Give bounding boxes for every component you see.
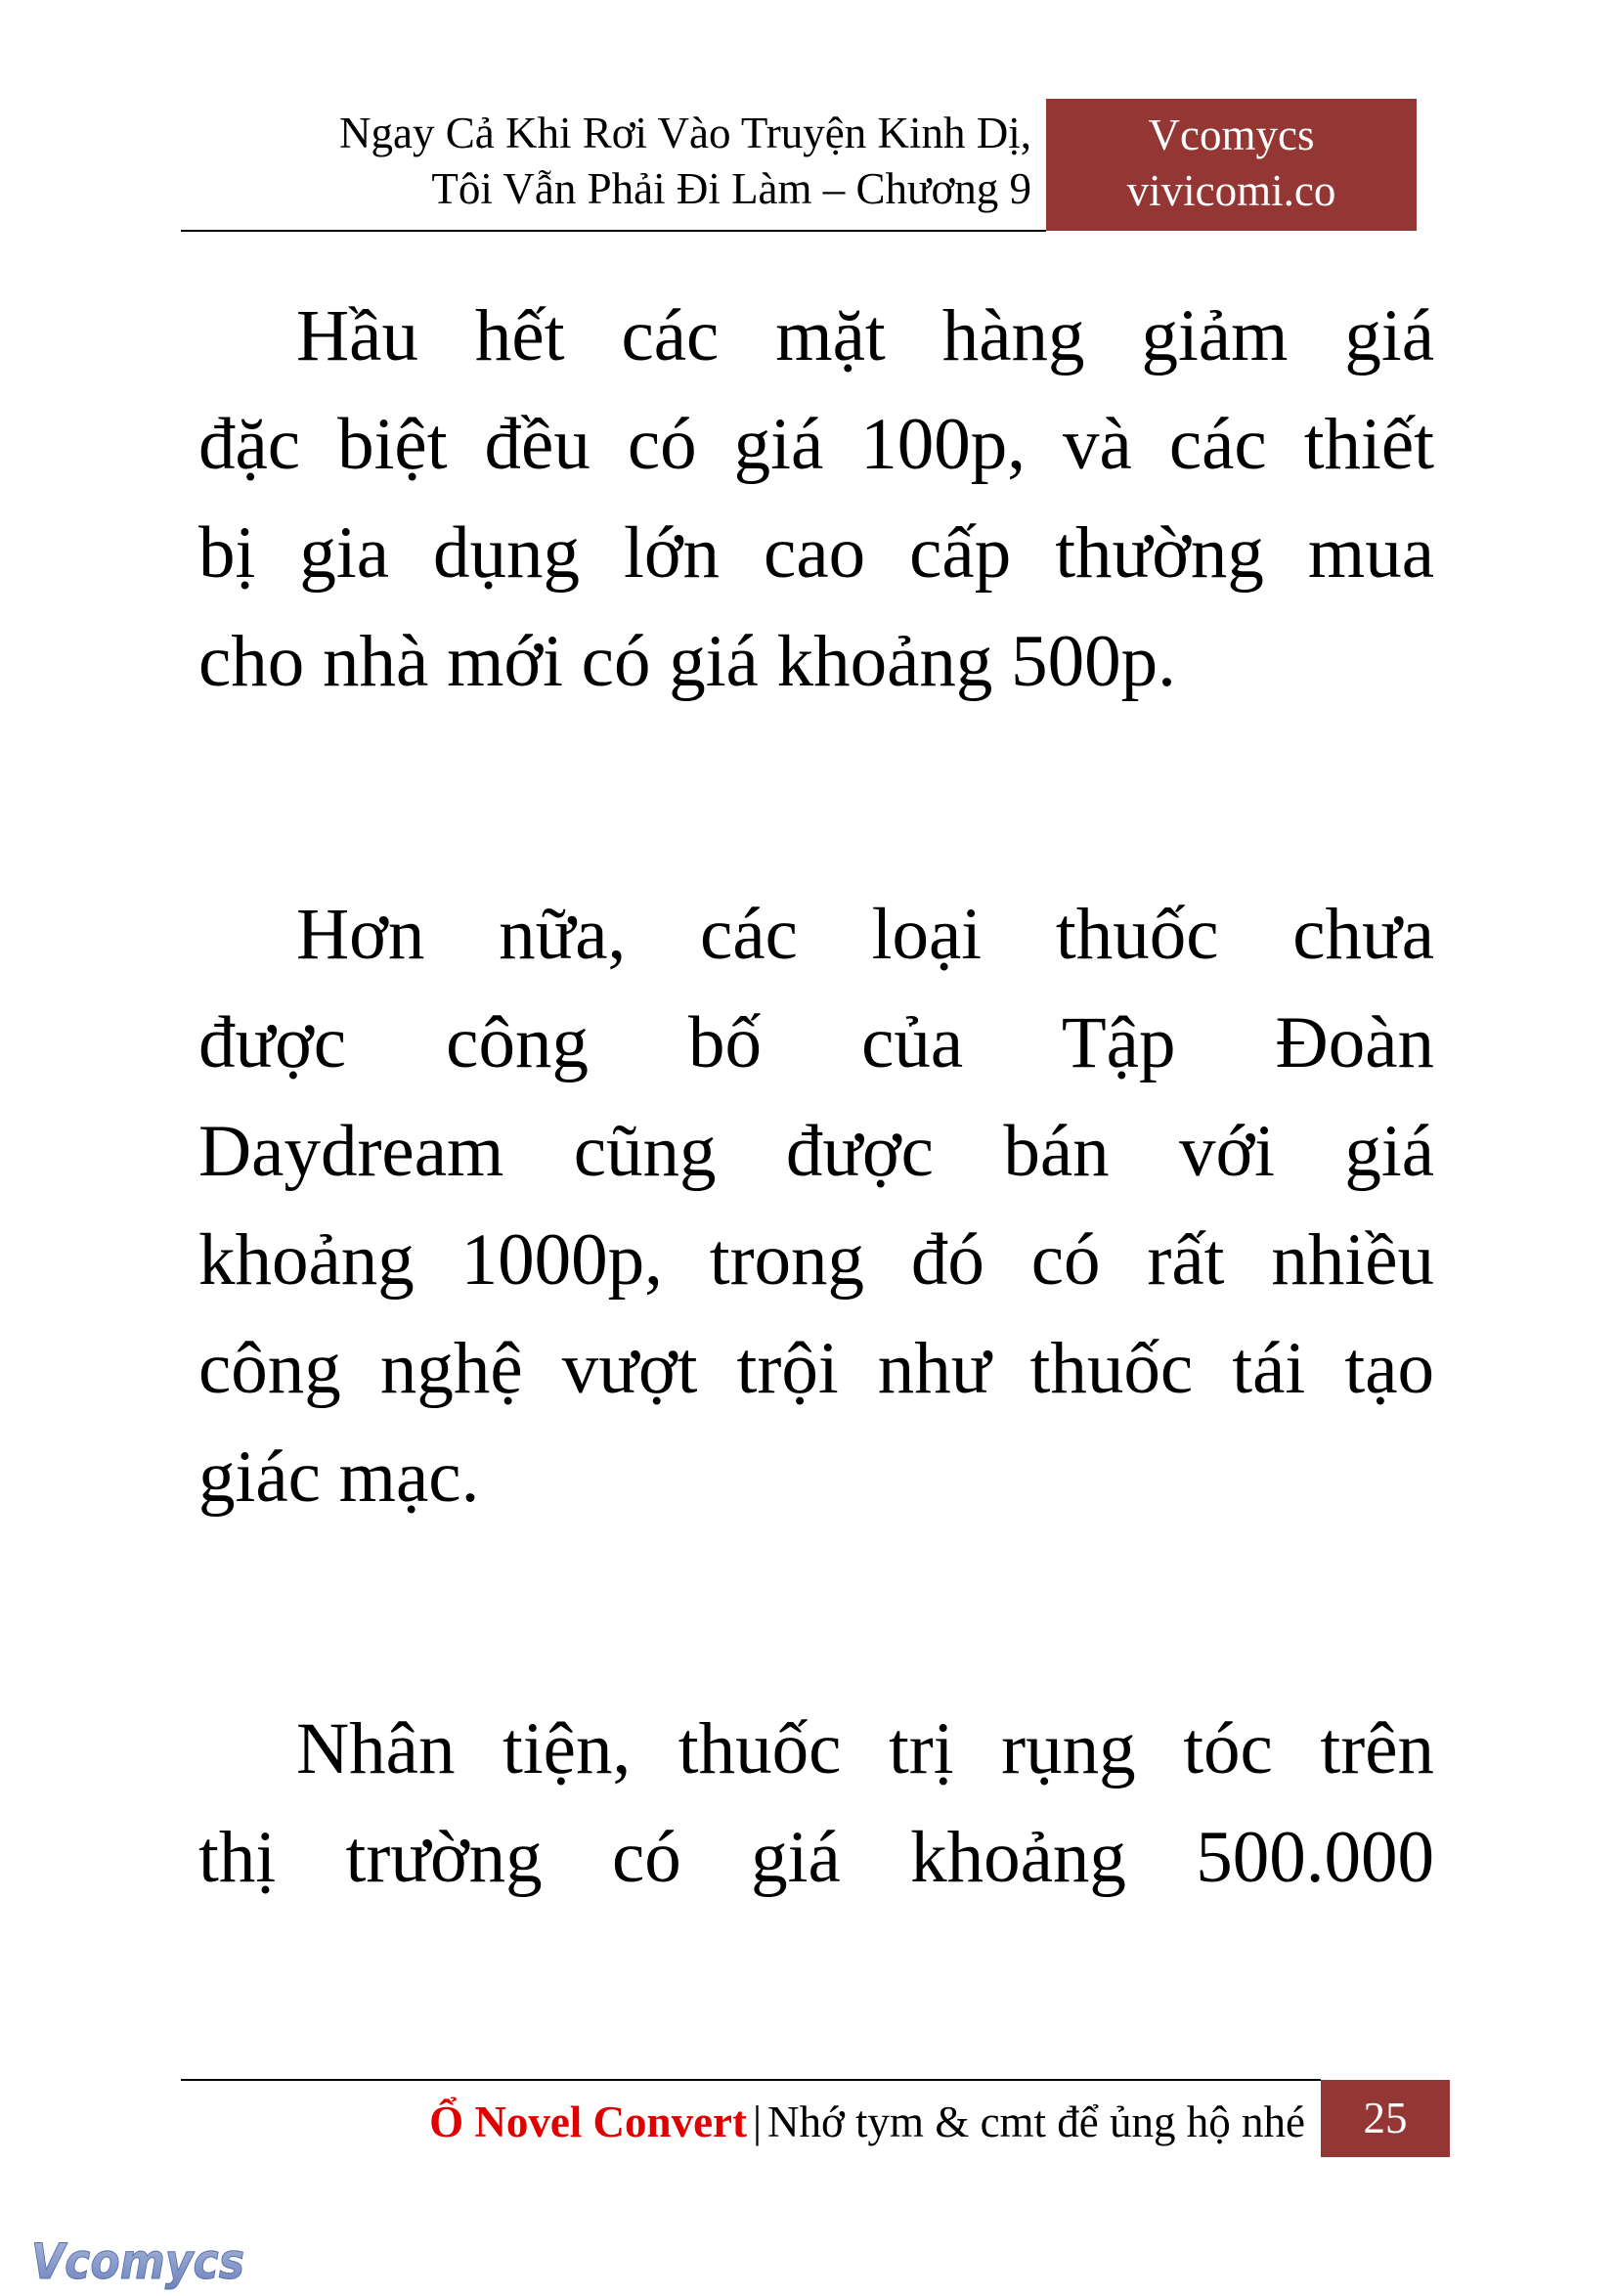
footer-message: Nhớ tym & cmt để ủng hộ nhé bbox=[767, 2097, 1305, 2146]
text-line: đặc biệt đều có giá 100p, và các thiết bbox=[198, 404, 1434, 485]
header-divider bbox=[181, 230, 1046, 232]
paragraph-2 bbox=[198, 880, 1434, 1531]
chapter-title-line-2: Tôi Vẫn Phải Đi Làm – Chương 9 bbox=[431, 164, 1031, 213]
footer-separator: | bbox=[753, 2097, 763, 2146]
text-line: cho nhà mới có giá khoảng 500p. bbox=[198, 621, 1176, 702]
text-line: bị gia dụng lớn cao cấp thường mua bbox=[198, 512, 1434, 594]
paragraph-1 bbox=[198, 282, 1434, 716]
text-line: công nghệ vượt trội như thuốc tái tạo bbox=[198, 1328, 1434, 1409]
text-line: Hầu hết các mặt hàng giảm giá bbox=[296, 295, 1434, 376]
footer-divider bbox=[181, 2079, 1321, 2081]
text-line: được công bố của Tập Đoàn bbox=[198, 1002, 1434, 1083]
text-line: Hơn nữa, các loại thuốc chưa bbox=[296, 894, 1434, 975]
site-badge bbox=[1046, 99, 1417, 231]
text-line: khoảng 1000p, trong đó có rất nhiều bbox=[198, 1219, 1434, 1301]
site-url: vivicomi.co bbox=[1126, 166, 1336, 215]
text-line: thị trường có giá khoảng 500.000 bbox=[198, 1817, 1434, 1898]
page-number: 25 bbox=[1321, 2080, 1450, 2157]
site-name: Vcomycs bbox=[1148, 110, 1315, 159]
text-line: Daydream cũng được bán với giá bbox=[198, 1111, 1434, 1192]
footer-brand: Ổ Novel Convert bbox=[429, 2097, 747, 2146]
vcomycs-logo-watermark bbox=[29, 2228, 249, 2296]
svg-text:Vcomycs: Vcomycs bbox=[31, 2233, 244, 2290]
chapter-title-line-1: Ngay Cả Khi Rơi Vào Truyện Kinh Dị, bbox=[339, 109, 1031, 157]
footer-text bbox=[429, 2093, 1305, 2151]
text-line: Nhân tiện, thuốc trị rụng tóc trên bbox=[296, 1708, 1434, 1789]
chapter-title bbox=[181, 106, 1031, 217]
paragraph-3 bbox=[198, 1695, 1434, 1912]
text-line: giác mạc. bbox=[198, 1436, 480, 1518]
